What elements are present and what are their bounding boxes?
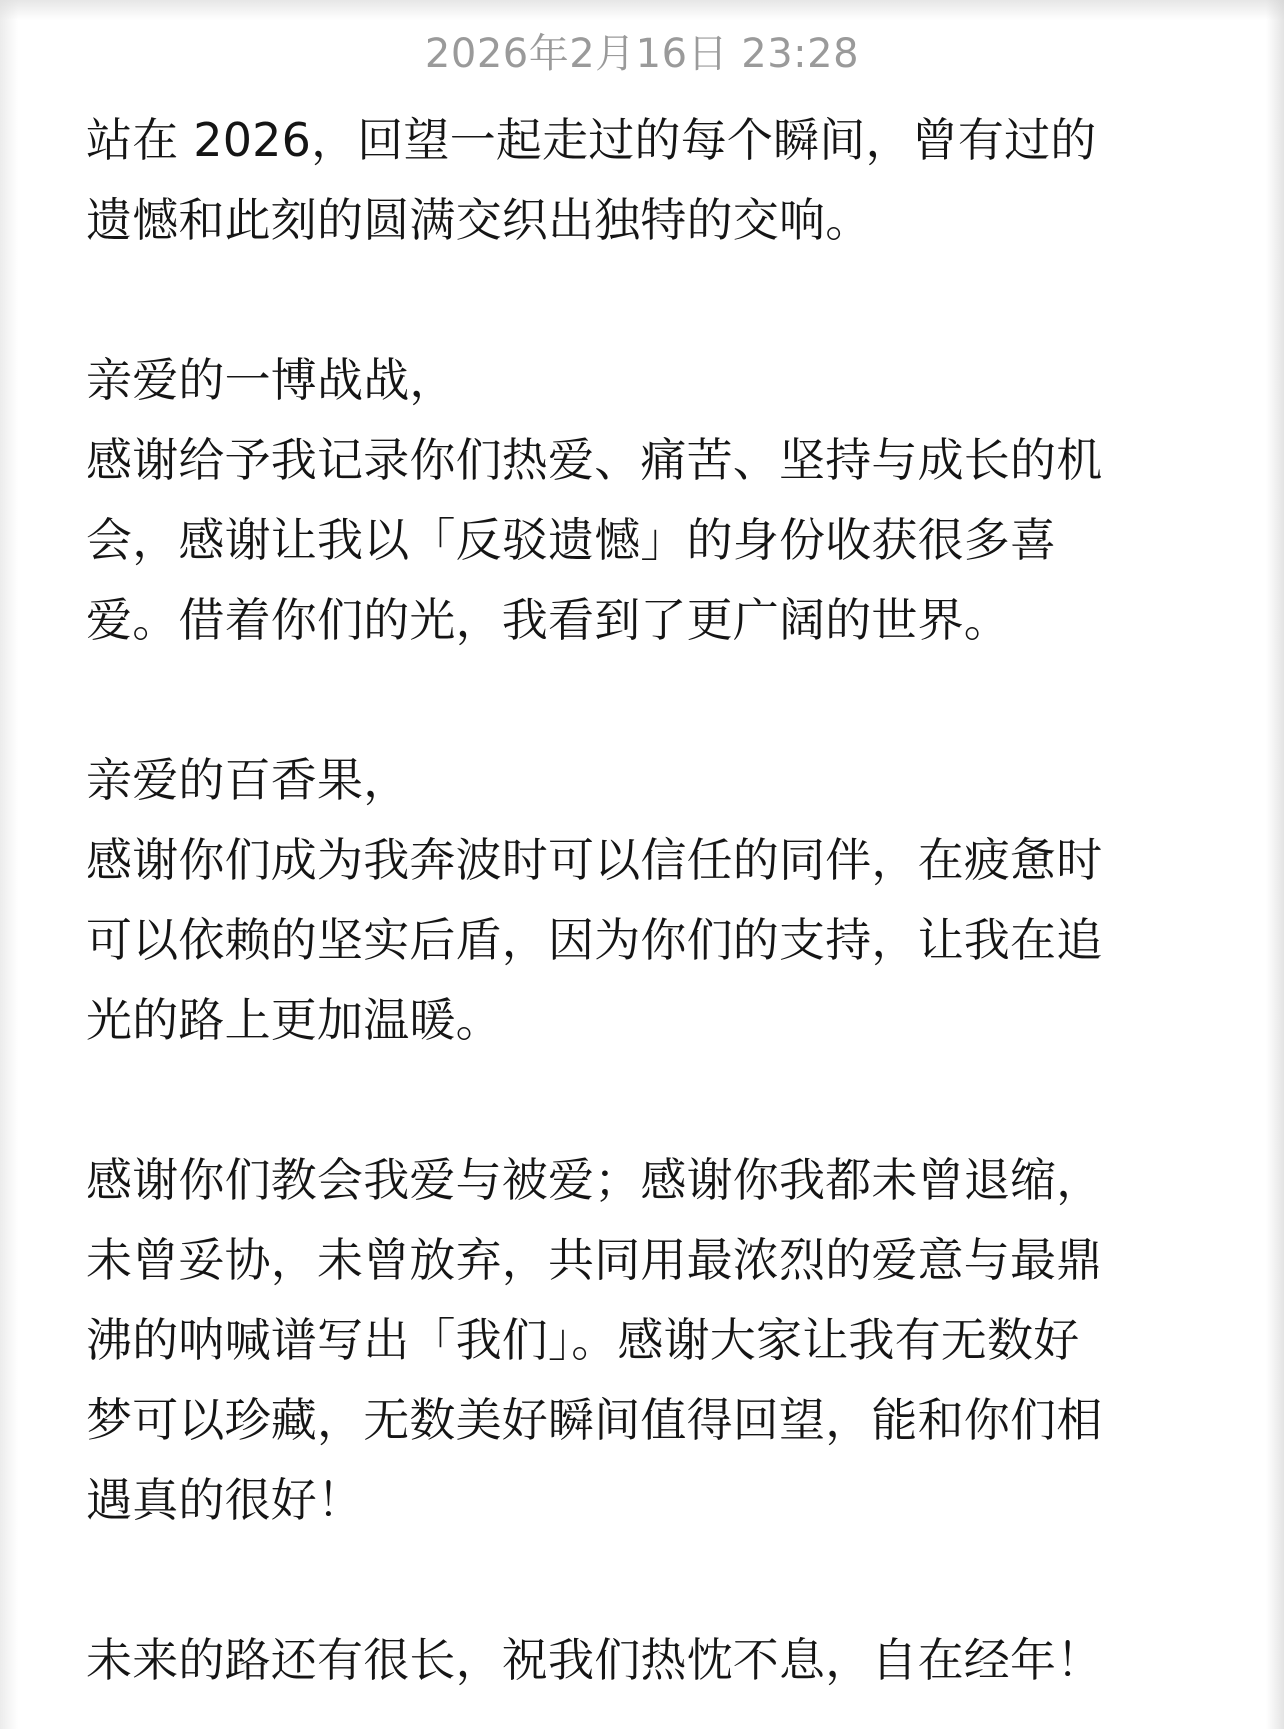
note-line: 未曾妥协，未曾放弃，共同用最浓烈的爱意与最鼎	[86, 1233, 1103, 1287]
note-line: 感谢你们成为我奔波时可以信任的同伴，在疲惫时	[86, 833, 1103, 887]
note-line: 亲爱的百香果，	[86, 753, 410, 807]
note-line: 感谢给予我记录你们热爱、痛苦、坚持与成长的机	[86, 433, 1103, 487]
note-line: 梦可以珍藏，无数美好瞬间值得回望，能和你们相	[86, 1393, 1103, 1447]
note-line: 感谢你们教会我爱与被爱；感谢你我都未曾退缩，	[86, 1153, 1103, 1207]
blank-line	[86, 260, 1216, 340]
blank-line	[86, 1540, 1216, 1620]
note-line: 会，感谢让我以「反驳遗憾」的身份收获很多喜	[86, 513, 1057, 567]
left-edge-shadow	[0, 0, 18, 1729]
note-line: 可以依赖的坚实后盾，因为你们的支持，让我在追	[86, 913, 1103, 967]
right-edge-shadow	[1266, 0, 1284, 1729]
note-line: 未来的路还有很长，祝我们热忱不息，自在经年！	[86, 1633, 1103, 1687]
note-line: 遇真的很好！	[86, 1473, 364, 1527]
note-line: 站在 2026，回望一起走过的每个瞬间，曾有过的	[86, 113, 1097, 167]
top-edge-shadow	[0, 0, 1284, 20]
blank-line	[86, 660, 1216, 740]
note-line: 沸的呐喊谱写出「我们」。感谢大家让我有无数好	[86, 1313, 1080, 1367]
note-line: 光的路上更加温暖。	[86, 993, 502, 1047]
note-timestamp: 2026年2月16日 23:28	[424, 31, 860, 77]
note-line: 遗憾和此刻的圆满交织出独特的交响。	[86, 193, 872, 247]
note-line: 爱。借着你们的光，我看到了更广阔的世界。	[86, 593, 1010, 647]
blank-line	[86, 1060, 1216, 1140]
note-body[interactable]	[86, 100, 1216, 1700]
note-line: 亲爱的一博战战，	[86, 353, 456, 407]
